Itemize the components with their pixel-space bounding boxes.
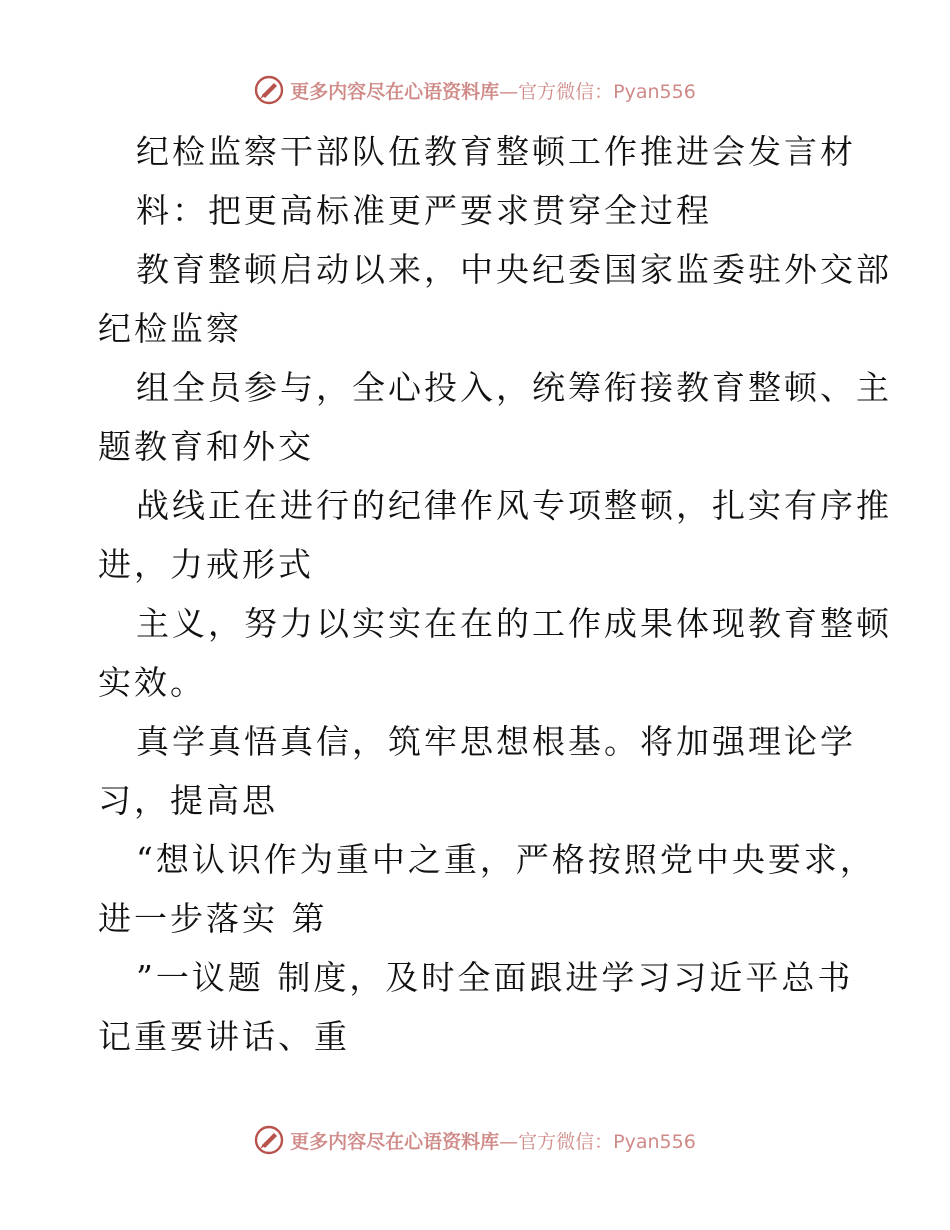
text-line: 教育整顿启动以来，中央纪委国家监委驻外交部: [136, 250, 892, 289]
document-body: [98, 122, 892, 1066]
text-line: 实效。: [98, 663, 206, 702]
watermark-text: 更多内容尽在心语资料库—官方微信：Pyan556: [290, 80, 696, 103]
text-line: ”一议题 制度，及时全面跟进学习习近平总书: [136, 958, 854, 997]
text-line: 主义，努力以实实在在的工作成果体现教育整顿: [136, 604, 892, 643]
text-line: 纪检监察干部队伍教育整顿工作推进会发言材: [136, 132, 856, 171]
text-line: “想认识作为重中之重，严格按照党中央要求，: [136, 840, 876, 879]
text-line: 纪检监察: [98, 309, 242, 348]
text-line: 记重要讲话、重: [98, 1017, 350, 1056]
watermark-text: 更多内容尽在心语资料库—官方微信：Pyan556: [290, 1130, 696, 1153]
text-line: 题教育和外交: [98, 427, 314, 466]
text-line: 进，力戒形式: [98, 545, 314, 584]
header-watermark: [0, 70, 950, 110]
text-line: 习，提高思: [98, 781, 278, 820]
text-line: 真学真悟真信，筑牢思想根基。将加强理论学: [136, 722, 856, 761]
text-line: 料：把更高标准更严要求贯穿全过程: [136, 191, 712, 230]
brand-logo-icon: [254, 1125, 284, 1155]
footer-watermark: [0, 1120, 950, 1160]
text-line: 组全员参与，全心投入，统筹衔接教育整顿、主: [136, 368, 892, 407]
brand-logo-icon: [254, 75, 284, 105]
text-line: 战线正在进行的纪律作风专项整顿，扎实有序推: [136, 486, 892, 525]
text-line: 进一步落实 第: [98, 899, 328, 938]
